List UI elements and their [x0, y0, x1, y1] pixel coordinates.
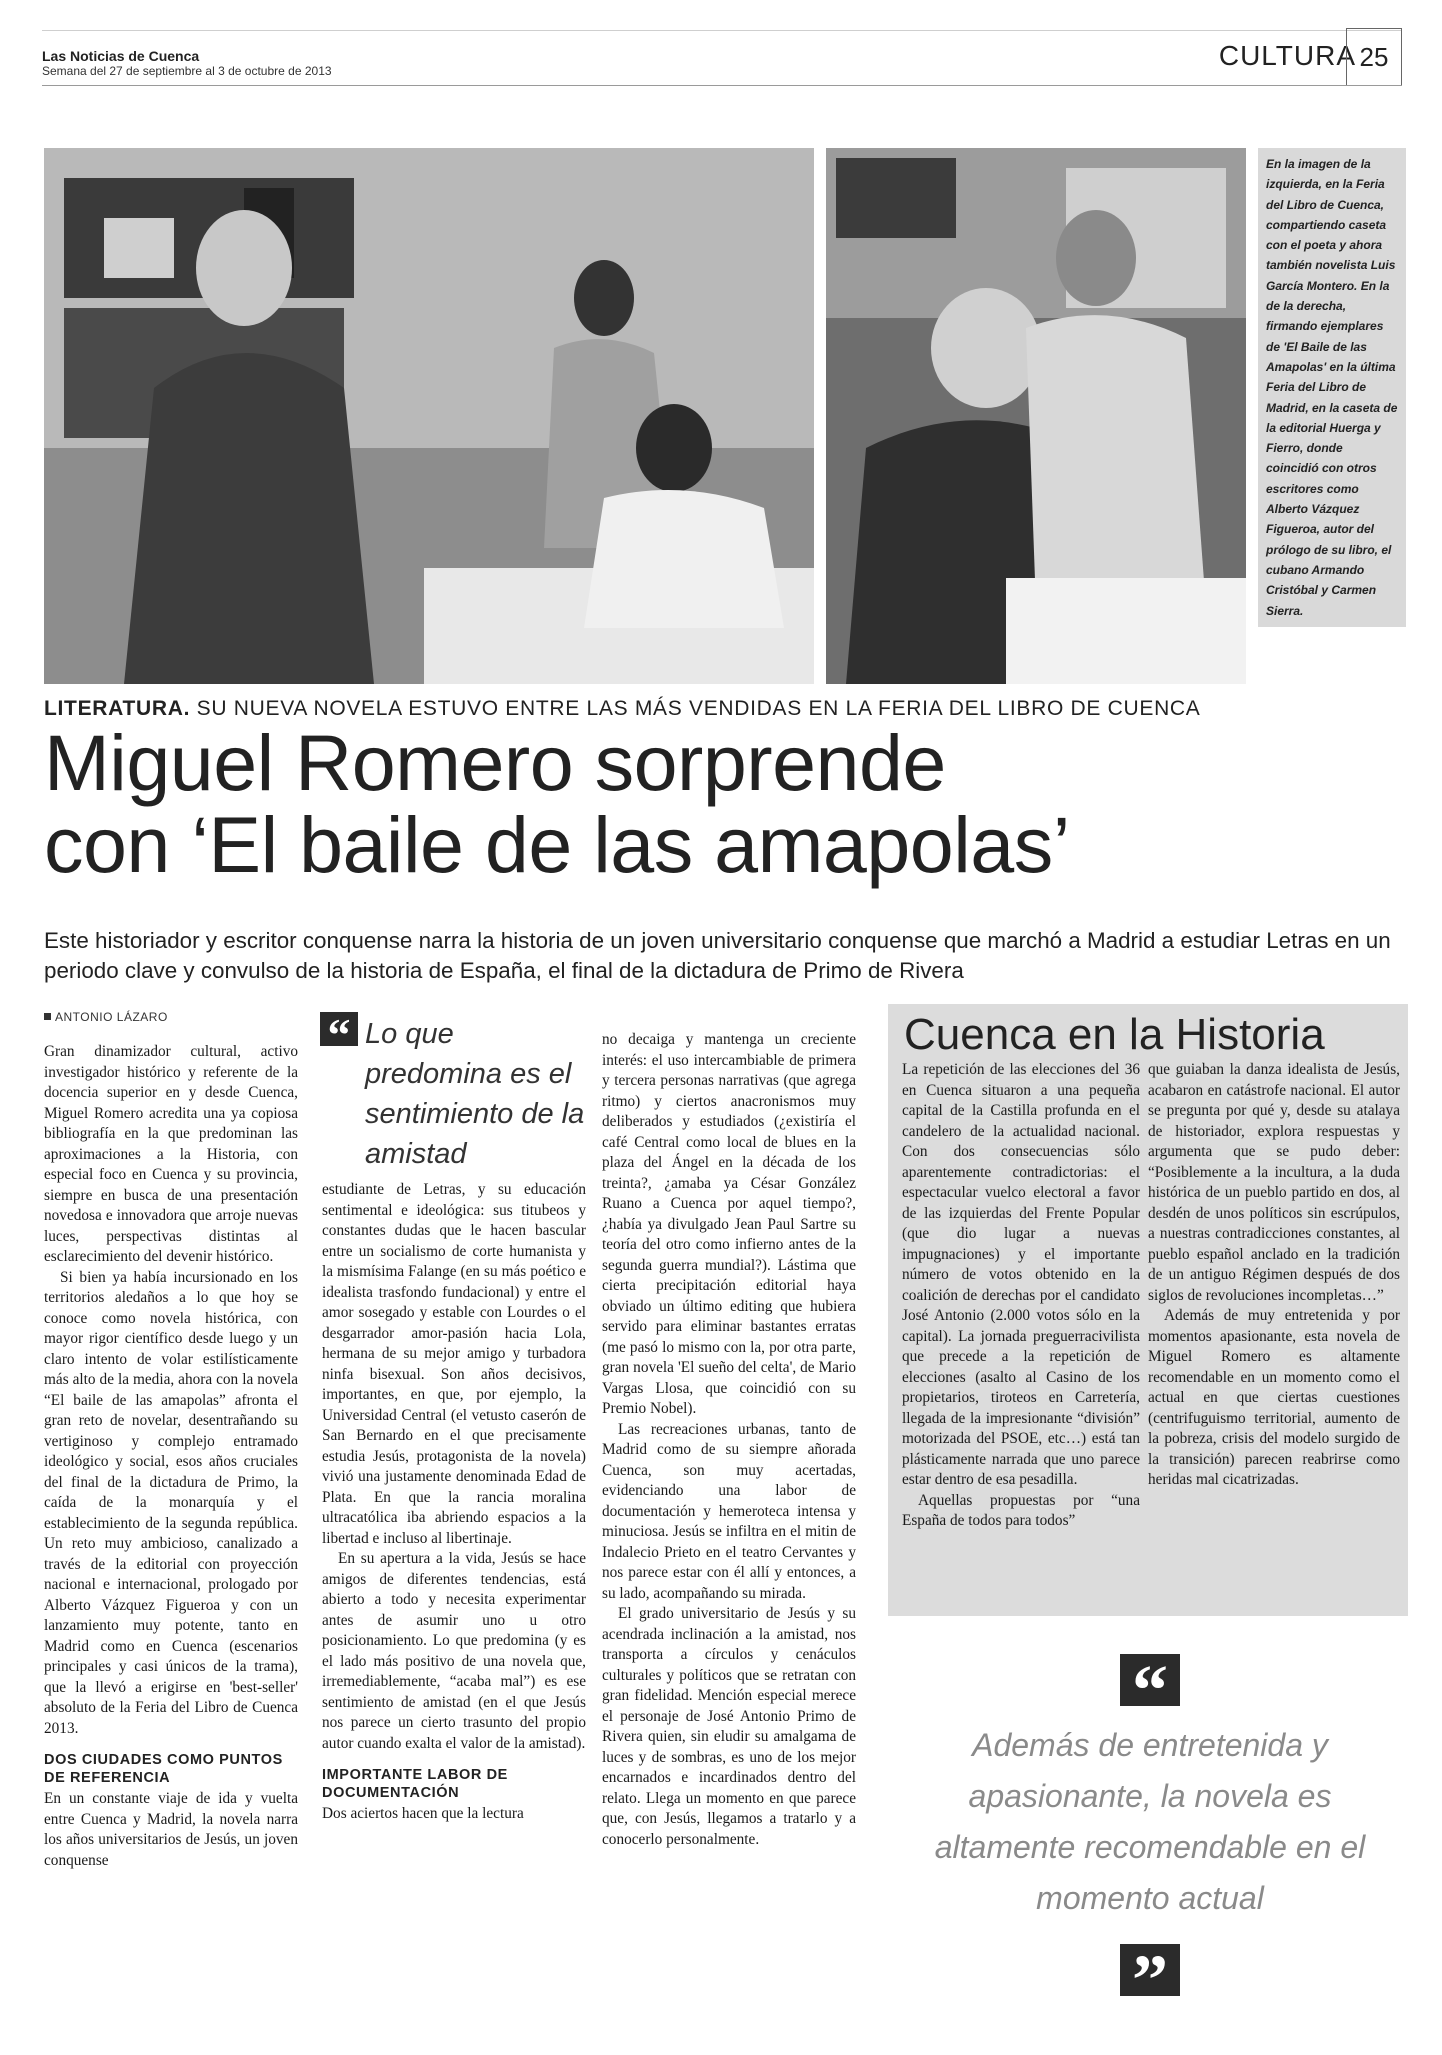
kicker-text: SU NUEVA NOVELA ESTUVO ENTRE LAS MÁS VENDIDAS EN LA FERIA DEL LIBRO DE CUENCA	[190, 697, 1201, 720]
byline-author: ANTONIO LÁZARO	[55, 1010, 168, 1024]
pull-quote-large	[900, 1650, 1400, 2020]
pull-quote-text: Lo que predomina es el sentimiento de la amistad	[365, 1018, 585, 1170]
section-subheading: DOS CIUDADES COMO PUNTOS DE REFERENCIA	[44, 1752, 283, 1786]
headline	[44, 718, 1404, 889]
section-name: CULTURA	[1218, 40, 1356, 71]
paragraph: no decaiga y mantenga un creciente interés: el uso intercambiable de primera y tercera personas narrativas (que agrega ritmo) y ciertos anacronismos muy deliberados y estudiados (¿existiría el café Central como local de blues en la plaza del Ángel en la década de los treinta?, ¿amaba ya César González Ruano a Cuenca por aquel tiempo?, ¿había ya divulgado Jean Paul Sartre su teoría del otro como infierno antes de la segunda guerra mundial?). Lástima que cierta precipitación editorial haya obviado un último editing que hubiera servido para eliminar bastantes erratas (me pasó lo mismo con la, por otra parte, gran novela 'El sueño del celta', de Mario Vargas Llosa, que coincidió con su Premio Nobel).	[602, 1031, 856, 1417]
sidebar-title: Cuenca en la Historia	[904, 1010, 1325, 1059]
paragraph: En un constante viaje de ida y vuelta entre Cuenca y Madrid, la novela narra los años universitarios de Jesús, un joven conquense	[44, 1790, 298, 1869]
photo-caption: En la imagen de la izquierda, en la Feria del Libro de Cuenca, compartiendo caseta con el poeta y ahora también novelista Luis García Montero. En la de la derecha, firmando ejemplares de 'El Baile de las Amapolas' en la última Feria del Libro de Madrid, en la caseta de la editorial Huerga y Fierro, donde coincidió con otros escritores como Alberto Vázquez Figueroa, autor del prólogo de su libro, el cubano Armando Cristóbal y Carmen Sierra.	[1258, 148, 1406, 627]
headline-line-1: Miguel Romero sorprende	[44, 718, 946, 807]
article-column-2	[322, 1180, 586, 1825]
masthead-rule	[42, 85, 1402, 86]
page-number: 25	[1346, 28, 1402, 86]
photo-book-fair-cuenca	[44, 148, 814, 684]
masthead	[42, 48, 332, 78]
headline-line-2: con ‘El baile de las amapolas’	[44, 800, 1070, 889]
paragraph: estudiante de Letras, y su educación sentimental e ideológica: sus titubeos y constantes dudas que le hacen bascular entre un socialismo de corte humanista y la mismísima Falange (en su más poético e idealista trasfondo fundacional) y entre el amor sosegado y estable con Lourdes o el desgarrador amor-pasión hacia Lola, hermana de su mejor amigo y turbadora ninfa bisexual. Son años decisivos, importantes, en que, por ejemplo, la Universidad Central (el vetusto caserón de San Bernardo en el que precisamente estudia Jesús, protagonista de la novela) vivió una justamente denominada Edad de Plata. En que la rancia moralina ultracatólica iba abriendo espacios a la libertad e incluso al libertinaje.	[322, 1181, 586, 1547]
issue-date: Semana del 27 de septiembre al 3 de octubre de 2013	[42, 64, 332, 78]
newspaper-name: Las Noticias de Cuenca	[42, 48, 200, 64]
article-column-3	[602, 1030, 856, 1850]
paragraph: Las recreaciones urbanas, tanto de Madrid como de su siempre añorada Cuenca, son muy acertadas, evidenciando una labor de documentación y hemeroteca intensa y minuciosa. Jesús se infiltra en el mitin de Indalecio Prieto en el teatro Cervantes y nos parece estar con él allí y entonces, a su lado, acompañando su mirada.	[602, 1420, 856, 1602]
pull-quote	[320, 1009, 590, 1170]
subheadline: Este historiador y escritor conquense narra la historia de un joven universitario conquense que marchó a Madrid a estudiar Letras en un periodo clave y convulso de la historia de España, el final de la dictadura de Primo de Rivera	[44, 928, 1391, 983]
quote-open-icon: “	[1120, 1654, 1180, 1706]
paragraph: Además de muy entretenida y por momentos apasionante, esta novela de Miguel Romero es altamente recomendable en un momento como el actual en que ciertas cuestiones (centrifuguismo territorial, aumento de la pobreza, crisis del modelo surgido de la transición) parecen reabrirse como heridas mal cicatrizadas.	[1148, 1307, 1400, 1488]
paragraph: Si bien ya había incursionado en los territorios aledaños a lo que hoy se conoce como novela histórica, con mayor rigor científico desde luego y un claro intento de volar estilísticamente más alto de la media, ahora con la novela “El baile de las amapolas” afronta el gran reto de novelar, desentrañando su vertiginoso y complejo entramado ideológico y social, esos años cruciales del final de la dictadura de Primo, la caída de la monarquía y el establecimiento de la segunda república. Un reto muy ambicioso, canalizado a través de la editorial con proyección nacional e internacional, prologado por Alberto Vázquez Figueroa y con un lanzamiento muy potente, tanto en Madrid como en Cuenca (escenarios principales y casi únicos de la trama), que la llevó a erigirse en 'best-seller' absoluto de la Feria del Libro de Cuenca 2013.	[44, 1268, 298, 1737]
sidebar-column-2	[1148, 1060, 1400, 1491]
quote-close-icon: ”	[1120, 1944, 1180, 1996]
masthead-top-rule	[42, 30, 1402, 31]
section-subheading: IMPORTANTE LABOR DE DOCUMENTACIÓN	[322, 1767, 508, 1801]
quote-open-icon: “	[320, 1012, 358, 1046]
kicker-label: LITERATURA.	[44, 697, 191, 720]
paragraph: Aquellas propuestas por “una España de todos para todos”	[902, 1491, 1140, 1529]
byline	[44, 1010, 168, 1024]
sidebar-column-1	[902, 1060, 1140, 1532]
paragraph: que guiaban la danza idealista de Jesús, acabaron en catástrofe nacional. El autor se pregunta por qué y, desde su atalaya de historiador, explora respuestas y argumenta que se pudo deber: “Posiblemente a la incultura, a la duda histórica de un pueblo partido en dos, al desdén de unos políticos sin escrúpulos, a nuestras contradicciones constantes, al pueblo español anclado en la tradición de un antiguo Régimen después de dos siglos de revoluciones incompletas…”	[1148, 1061, 1400, 1304]
paragraph: El grado universitario de Jesús y su acendrada inclinación a la amistad, nos transporta a círculos y cenáculos culturales y políticos que se retratan con gran fidelidad. Mención especial merece el personaje de José Antonio Primo de Rivera quien, sin eludir su amalgama de luces y de sombras, es uno de los mejor encarnados e incardinados dentro del relato. Llega un momento en que parece que, con Jesús, llegamos a tratarlo y a conocerlo personalmente.	[602, 1605, 856, 1848]
article-column-1	[44, 1042, 298, 1871]
pull-quote-text: Además de entretenida y apasionante, la novela es altamente recomendable en el momento actual	[934, 1727, 1366, 1916]
paragraph: En su apertura a la vida, Jesús se hace amigos de diferentes tendencias, está abierto a todo y necesita experimentar antes de asumir uno u otro posicionamiento. Lo que predomina (y es el lado más positivo de una novela que, irremediablemente, “acaba mal”) es ese sentimiento de amistad (en el que Jesús nos parece un cierto trasunto del propio autor cuando exalta el valor de la amistad).	[322, 1550, 586, 1752]
byline-square-icon	[44, 1013, 51, 1020]
paragraph: La repetición de las elecciones del 36 en Cuenca situaron a una pequeña capital de la Castilla profunda en el candelero de la actualidad nacional. Con dos consecuencias sólo aparentemente contradictorias: el espectacular vuelco electoral a favor de las izquierdas del Frente Popular (que dio lugar a nuevas impugnaciones) y el importante número de votos obtenido en la coalición de derechas por el candidato José Antonio (2.000 votos sólo en la capital). La jornada preguerracivilista que precede a la repetición de elecciones (asalto al Casino de los propietarios, tiroteos en Carretería, llegada de la impresionante “división” motorizada del PSOE, etc…) está tan plásticamente narrada que uno parece estar dentro de esa pesadilla.	[902, 1061, 1140, 1488]
paragraph: Gran dinamizador cultural, activo investigador histórico y referente de la docencia superior en y desde Cuenca, Miguel Romero acredita una ya copiosa bibliografía en la que predominan las aproximaciones a la Historia, con especial foco en Cuenca y su provincia, siempre en busca de una presentación novedosa e innovadora que arroje nuevas luces, perspectivas distintas al esclarecimiento del devenir histórico.	[44, 1043, 298, 1265]
paragraph: Dos aciertos hacen que la lectura	[322, 1805, 524, 1822]
photo-book-fair-madrid	[826, 148, 1246, 684]
